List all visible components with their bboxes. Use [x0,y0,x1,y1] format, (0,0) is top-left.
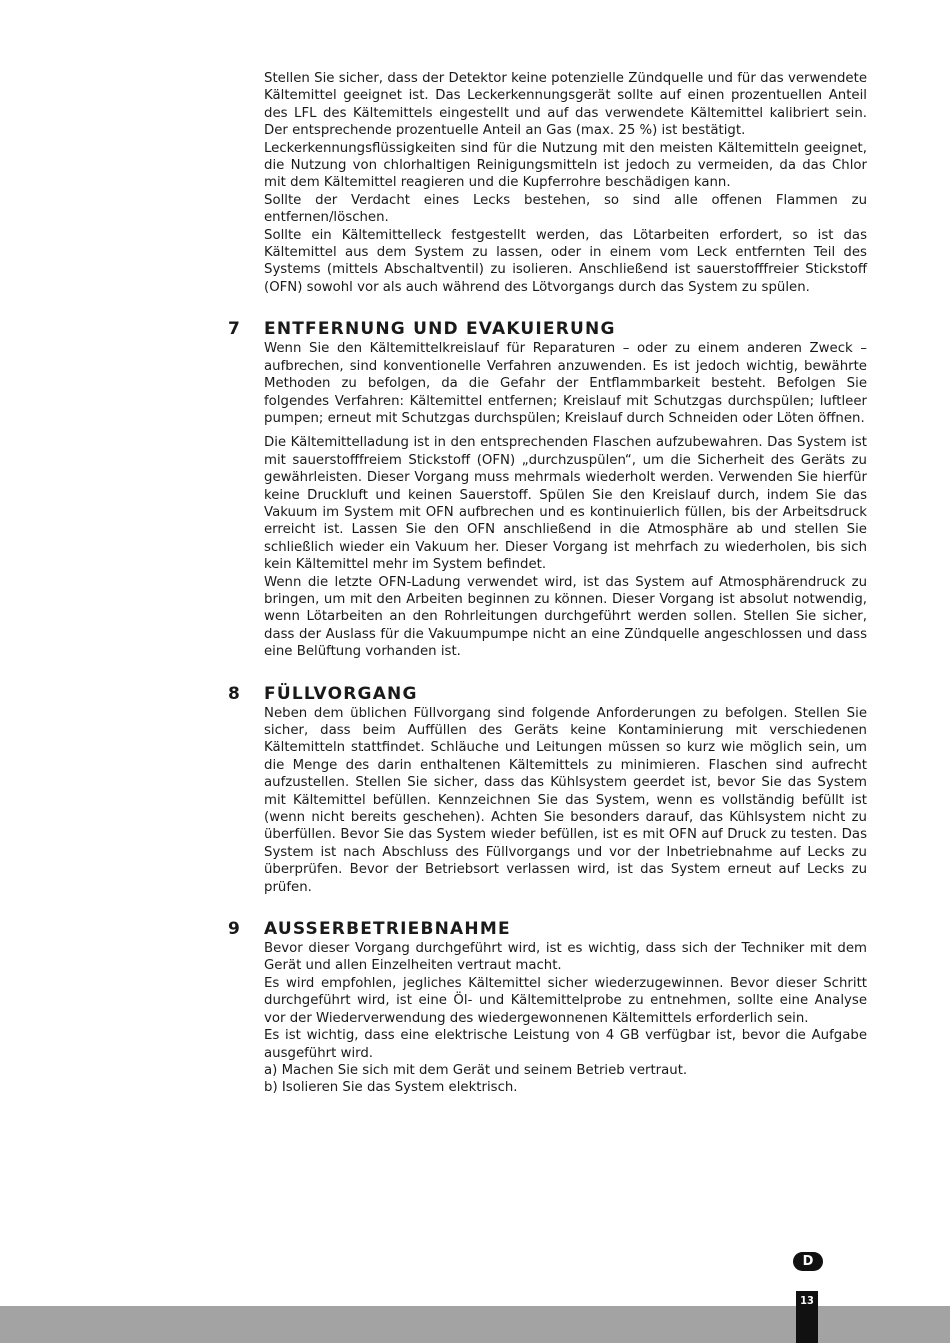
language-badge: D [793,1252,823,1271]
section-number: 8 [228,683,241,704]
section-paragraph: Es wird empfohlen, jegliches Kältemittel sicher wiederzugewinnen. Bevor dieser Schritt durchgeführt wird, ist eine Öl- und Kältemittelprobe zu entnehmen, sollte eine Analyse vor der Wiederverwendung des wiedergewonnenen Kältemittels erforderlich sein. [264,975,867,1026]
page-content [228,70,867,1097]
section-title: FÜLLVORGANG [264,683,418,704]
section-filling [228,683,867,896]
section-paragraph: Es ist wichtig, dass eine elektrische Leistung von 4 GB verfügbar ist, bevor die Aufgabe ausgeführt wird. [264,1028,867,1061]
section-paragraph: Die Kältemittelladung ist in den entsprechenden Flaschen aufzubewahren. Das System ist mit sauerstofffreiem Stickstoff (OFN) „durchzuspülen“, um die Sicherheit des Geräts zu gewährleisten. Dieser Vorgang muss mehrmals wiederholt werden. Verwenden Sie hierfür keine Druckluft und keinen Sauerstoff. Spülen Sie den Kreislauf durch, indem Sie das Vakuum im System mit OFN aufbrechen und es kontinuierlich füllen, bis der Arbeitsdruck erreicht ist. Lassen Sie den OFN anschließend in die Atmosphäre ab und stellen Sie schließlich wieder ein Vakuum her. Dieser Vorgang ist mehrfach zu wiederholen, bis sich kein Kältemittel mehr im System befindet. [264,435,867,573]
list-item: a) Machen Sie sich mit dem Gerät und seinem Betrieb vertraut. [264,1062,688,1078]
list-item: b) Isolieren Sie das System elektrisch. [264,1080,518,1096]
section-paragraph: Wenn Sie den Kältemittelkreislauf für Reparaturen – oder zu einem anderen Zweck – aufbrechen, sind konventionelle Verfahren anzuwenden. Es ist jedoch wichtig, bewährte Methoden zu befolgen, da die Gefahr der Entflammbarkeit besteht. Befolgen Sie folgendes Verfahren: Kältemittel entfernen; Kreislauf mit Schutzgas durchspülen; luftleer pumpen; erneut mit Schutzgas durchspülen; Kreislauf durch Schneiden oder Löten öffnen. [264,341,867,426]
section-paragraph: Bevor dieser Vorgang durchgeführt wird, ist es wichtig, dass sich der Techniker mit dem Gerät und allen Einzelheiten vertraut macht. [264,941,867,974]
section-title: ENTFERNUNG UND EVAKUIERUNG [264,319,616,340]
section-decommissioning [228,918,867,1097]
intro-paragraph: Sollte der Verdacht eines Lecks bestehen, so sind alle offenen Flammen zu entfernen/löschen. [264,192,867,226]
section-title: AUSSERBETRIEBNAHME [264,919,511,940]
section-paragraph: Neben dem üblichen Füllvorgang sind folgende Anforderungen zu befolgen. Stellen Sie sicher, dass beim Auffüllen des Geräts keine Kontaminierung mit verschiedenen Kältemitteln stattfindet. Schläuche und Leitungen müssen so kurz wie möglich sein, um die Menge des darin enthaltenen Kältemittels zu minimieren. Flaschen sind aufrecht aufzustellen. Stellen Sie sicher, dass das Kühlsystem geerdet ist, bevor Sie das System mit Kältemittel befüllen. Kennzeichnen Sie das System, wenn es vollständig befüllt ist (wenn nicht bereits geschehen). Achten Sie besonders darauf, das Kühlsystem nicht zu überfüllen. Bevor Sie das System wieder befüllen, ist es mit OFN auf Druck zu testen. Das System ist nach Abschluss des Füllvorgangs und vor der Inbetriebnahme auf Lecks zu überprüfen. Bevor der Betriebsort verlassen wird, ist das System erneut auf Lecks zu prüfen. [264,705,867,895]
intro-paragraph: Stellen Sie sicher, dass der Detektor keine potenzielle Zündquelle und für das verwendete Kältemittel geeignet ist. Das Leckerkennungsgerät sollte auf einen prozentuellen Anteil des LFL des Kältemittels eingestellt und auf das verwendete Kältemittel kalibriert sein. Der entsprechende prozentuelle Anteil an Gas (max. 25 %) ist bestätigt. [264,71,867,139]
section-removal-evacuation [228,318,867,660]
page-number: 13 [800,1294,814,1307]
intro-paragraph: Leckerkennungsflüssigkeiten sind für die Nutzung mit den meisten Kältemitteln geeignet, die Nutzung von chlorhaltigen Reinigungsmitteln ist jedoch zu vermeiden, da das Chlor mit dem Kältemittel reagieren und die Kupferrohre beschädigen kann. [264,140,867,191]
section-number: 7 [228,319,241,340]
section-paragraph: Wenn die letzte OFN-Ladung verwendet wird, ist das System auf Atmosphärendruck zu bringen, um mit den Arbeiten beginnen zu können. Dieser Vorgang ist absolut notwendig, wenn Lötarbeiten an den Rohrleitungen durchgeführt werden sollen. Stellen Sie sicher, dass der Auslass für die Vakuumpumpe nicht an eine Zündquelle angeschlossen und dass eine Belüftung vorhanden ist. [264,574,867,660]
section-number: 9 [228,919,241,940]
intro-block [264,70,867,296]
intro-paragraph: Sollte ein Kältemittelleck festgestellt werden, das Lötarbeiten erfordert, so ist das Kältemittel aus dem System zu lassen, oder in einem vom Leck entfernten Teil des Systems (mittels Abschaltventil) zu isolieren. Anschließend ist sauerstofffreier Stickstoff (OFN) sowohl vor als auch während des Lötvorgangs durch das System zu spülen. [264,227,867,295]
